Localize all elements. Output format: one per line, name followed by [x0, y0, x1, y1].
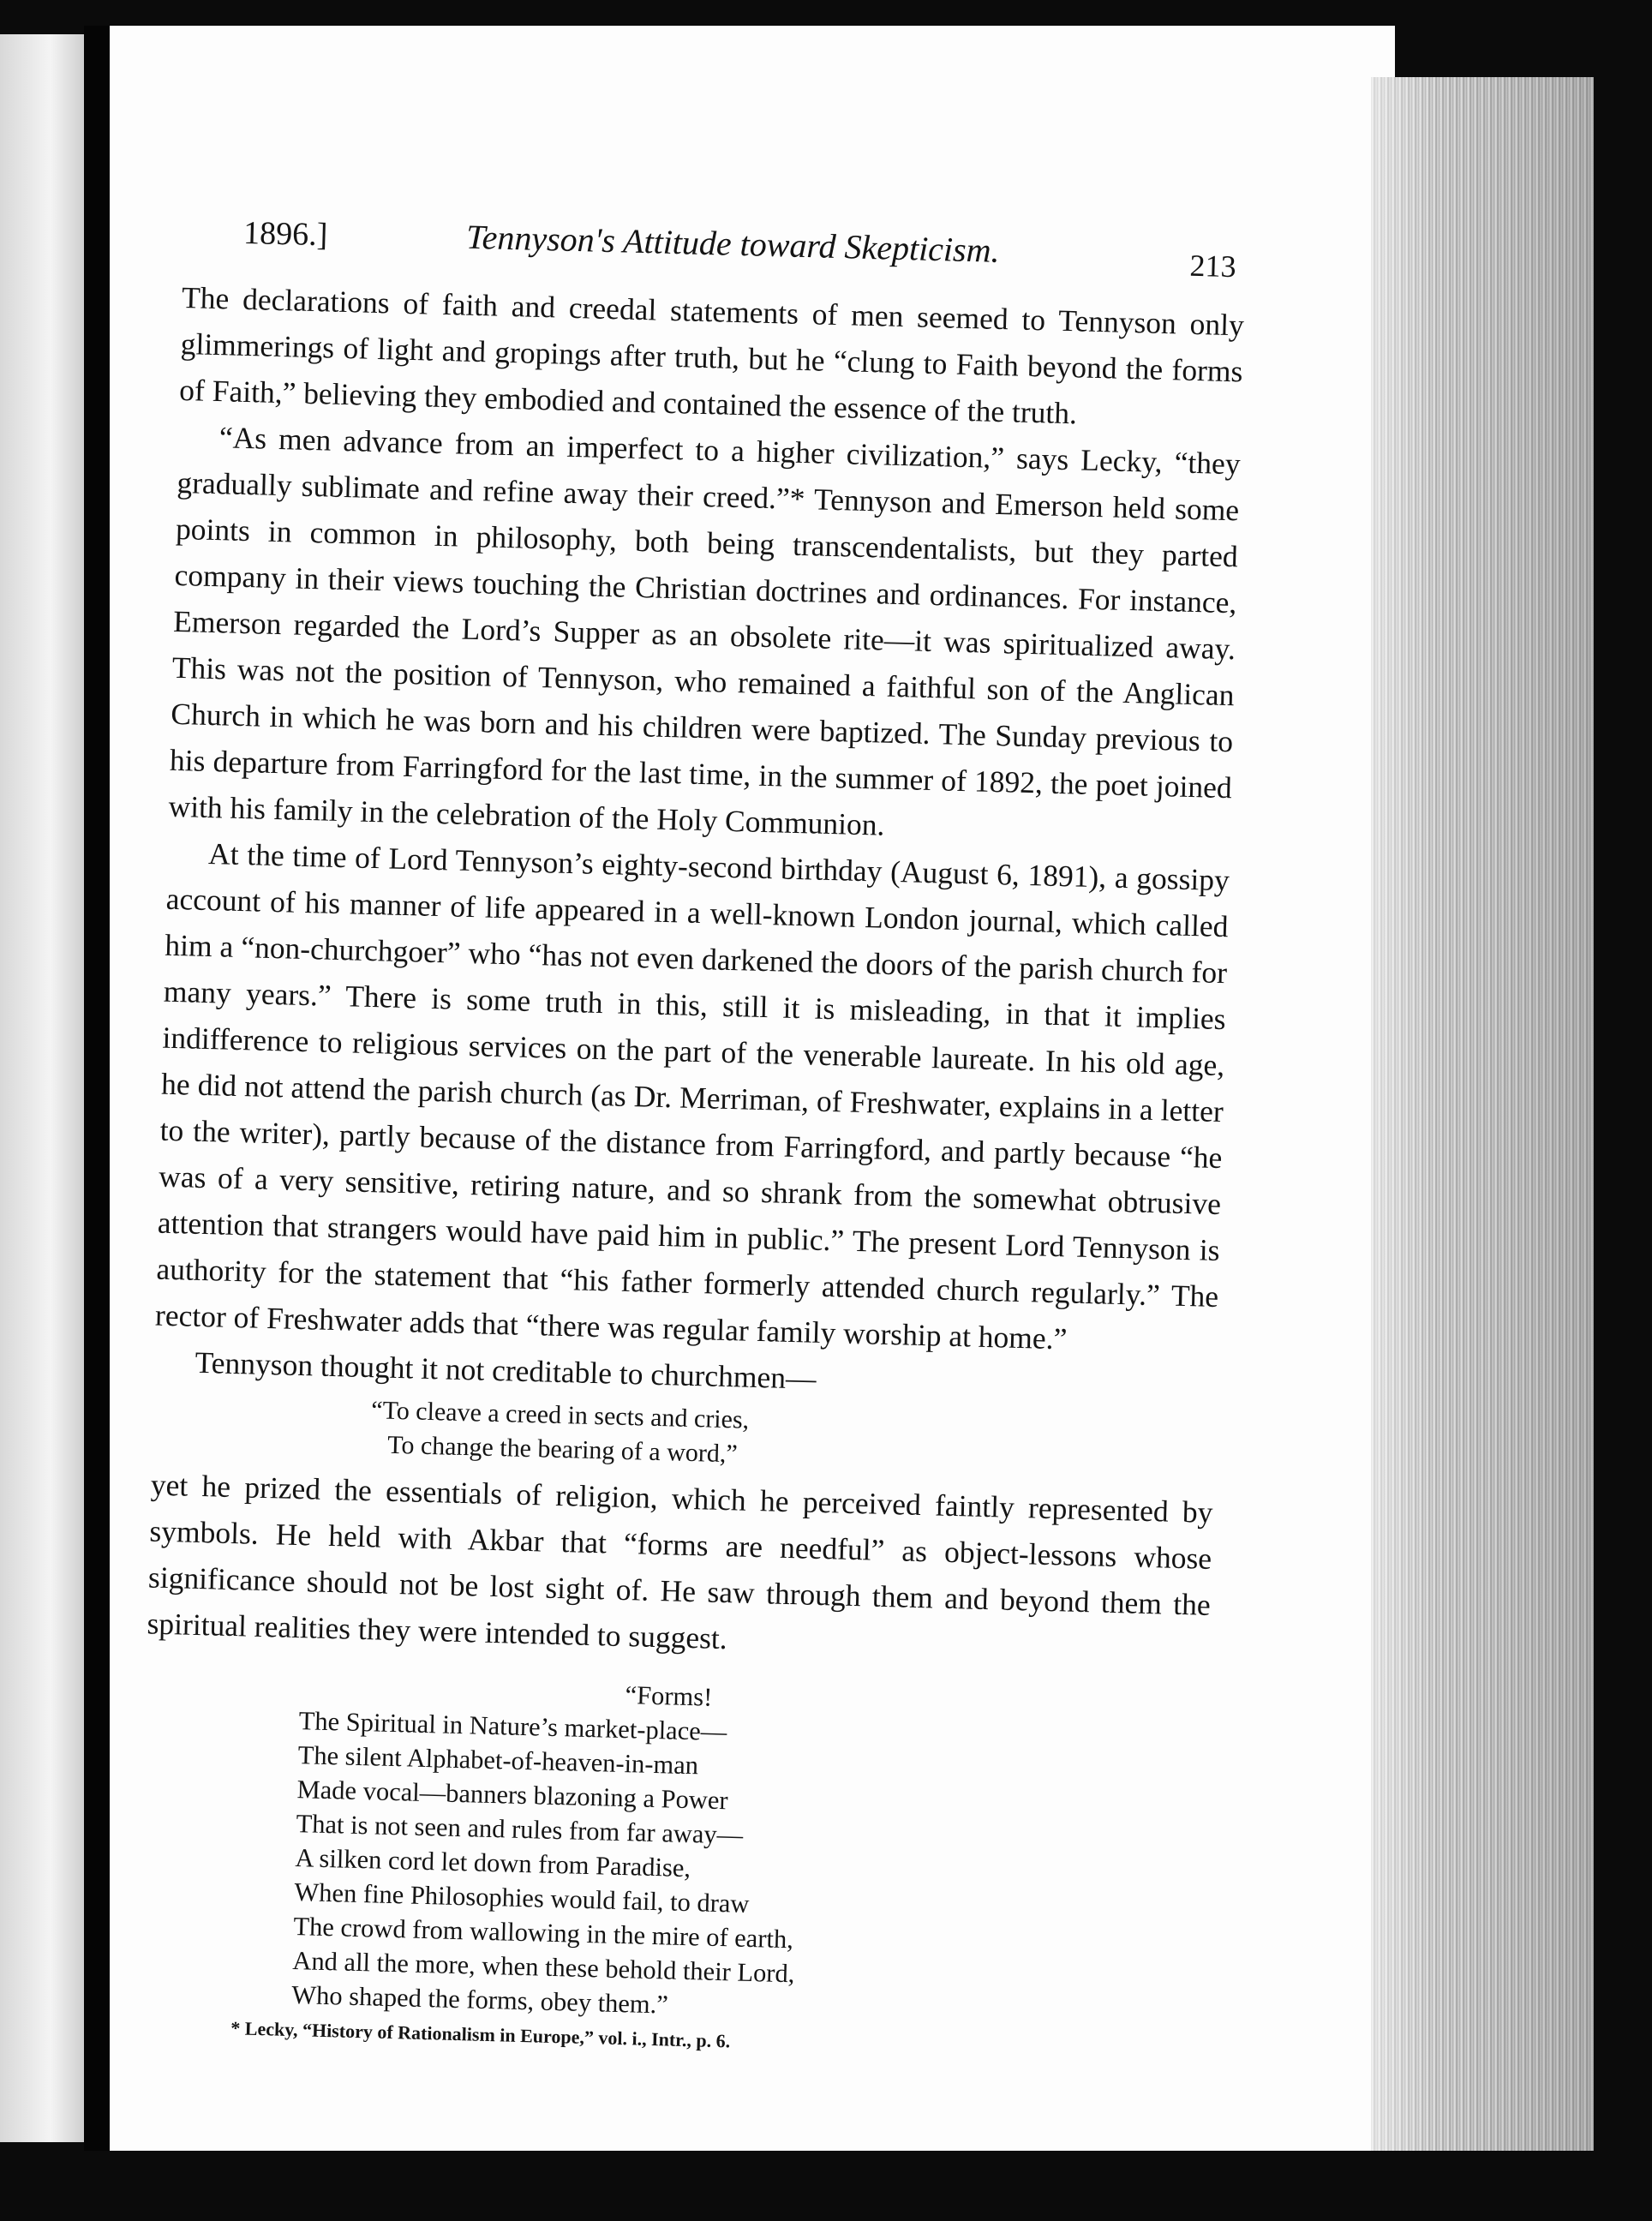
quote-2-line: The crowd from wallowing in the mire of earth,: [293, 1912, 794, 1955]
block-quote-2: [291, 1669, 1208, 2036]
quote-1-line: To change the bearing of a word,”: [386, 1430, 739, 1469]
page-text-block: [136, 206, 1247, 2065]
paragraph-1: The declarations of faith and creedal statements of men seemed to Tennyson only glimmerings of light and gropings after truth, but he “clung to Faith beyond the forms of Faith,” believing they embodied and contained the essence of the truth.: [178, 279, 1245, 431]
page-number: 213: [1189, 248, 1237, 284]
header-title: Tennyson's Attitude toward Skepticism.: [465, 217, 1001, 270]
quote-2-line: That is not seen and rules from far away—: [296, 1809, 744, 1850]
quote-2-line: The Spiritual in Nature’s market-place—: [298, 1706, 727, 1747]
facing-page-edge: [0, 34, 84, 2142]
paragraph-4: Tennyson thought it not creditable to churchmen—: [195, 1344, 817, 1396]
paragraph-3: At the time of Lord Tennyson’s eighty-second birthday (August 6, 1891), a gossipy account of his manner of life appeared in a well-known London journal, which called him a “non-churchgoer” who “has not even darkened the doors of the parish church for many years.” There is some truth in this, still it is misleading, in that it implies indifference to religious services on the part of the venerable laureate. In his old age, he did not attend the parish church (as Dr. Merriman, of Freshwater, explains in a letter to the writer), partly because of the distance from Farringford, and partly because “he was of a very sensitive, retiring nature, and so shrank from the somewhat obtrusive attention that strangers would have paid him in public.” The present Lord Tennyson is authority for the statement that “his father formerly attended church regularly.” The rector of Freshwater adds that “there was regular family worship at home.”: [154, 836, 1230, 1356]
quote-2-line: When fine Philosophies would fail, to draw: [294, 1877, 750, 1919]
quote-2-line: “Forms!: [625, 1680, 713, 1712]
footnote: * Lecky, “History of Rationalism in Europe,” vol. i., Intr., p. 6.: [230, 2017, 731, 2052]
paragraph-5: yet he prized the essentials of religion, which he perceived faintly represented by symbols. He held with Akbar that “forms are needful” as object-lessons whose significance should not be lost sight of. He saw through them and beyond them the spiritual realities they were intended to suggest.: [147, 1467, 1214, 1656]
header-year: 1896.]: [242, 214, 328, 254]
quote-2-line: A silken cord let down from Paradise,: [295, 1843, 691, 1883]
quote-2-line: The silent Alphabet-of-heaven-in-man: [297, 1740, 699, 1781]
quote-2-line: And all the more, when these behold their Lord,: [291, 1946, 795, 1989]
book-gutter: [84, 26, 110, 2151]
paragraph-2: “As men advance from an imperfect to a higher civilization,” says Lecky, “they gradually sublimate and refine away their creed.”* Tennyson and Emerson held some points in common in philosophy, both being transcendentalists, but they parted company in their views touching the Christian doctrines and ordinances. For instance, Emerson regarded the Lord’s Supper as an obsolete rite—it was spiritualized away. This was not the position of Tennyson, who remained a faithful son of the Anglican Church in which he was born and his children were baptized. The Sunday previous to his departure from Farringford for the last time, in the summer of 1892, the poet joined with his family in the celebration of the Holy Communion.: [168, 420, 1242, 842]
quote-2-line: Made vocal—banners blazoning a Power: [296, 1775, 729, 1816]
page-edge-shading: [1371, 77, 1594, 2151]
quote-2-line: Who shaped the forms, obey them.”: [290, 1980, 669, 2020]
quote-1-line: “To cleave a creed in sects and cries,: [370, 1396, 750, 1434]
